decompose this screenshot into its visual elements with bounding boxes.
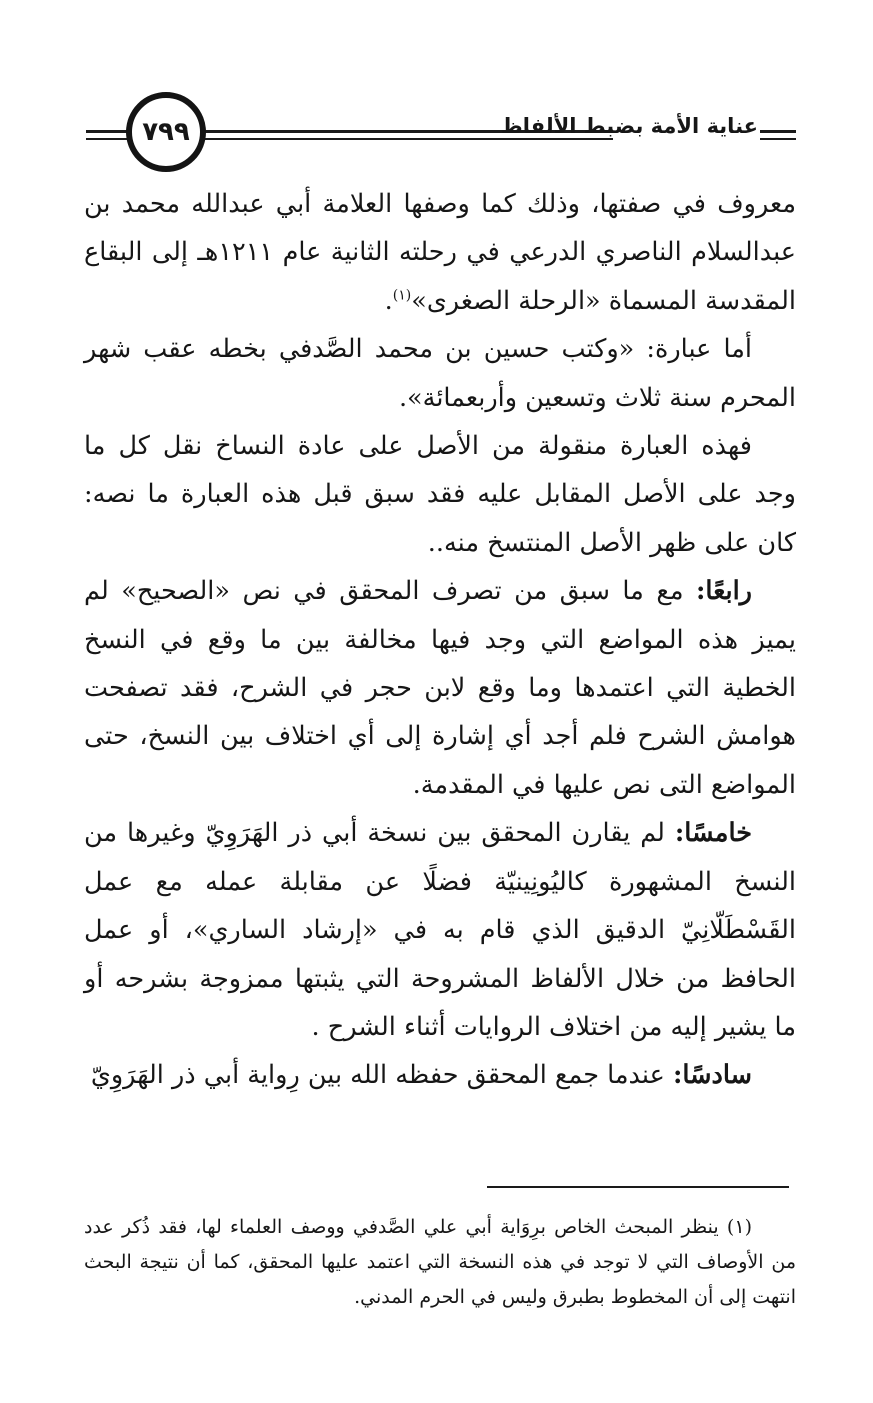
paragraph-1-end: . — [384, 285, 393, 316]
paragraph-4-lead: رابعًا: — [696, 576, 752, 607]
paragraph-3: فهذه العبارة منقولة من الأصل على عادة النساخ نقل كل ما وجد على الأصل المقابل عليه فقد سبق قبل هذه العبارة ما نصه: كان على ظهر الأصل المنتسخ منه.. — [84, 431, 796, 558]
footnote-separator — [487, 1186, 789, 1188]
main-text — [84, 180, 796, 1100]
paragraph-4 — [84, 567, 796, 809]
footnote-reference: (١) — [392, 287, 412, 304]
page-number: ٧٩٩ — [142, 117, 190, 147]
paragraph-5 — [84, 809, 796, 1051]
paragraph-5-lead: خامسًا: — [674, 818, 752, 849]
paragraph-1 — [84, 180, 796, 325]
page-header — [86, 88, 796, 178]
page-number-circle — [126, 92, 206, 172]
paragraph-5-text: لم يقارن المحقق بين نسخة أبي ذر الهَرَوِيّ وغيرها من النسخ المشهورة كاليُونِينيّة فضلًا عن مقابلة عمله مع عمل القَسْطَلّانِيّ الدقيق الذي قام به في «إرشاد الساري»، أو عمل الحافظ من خلال الألفاظ المشروحة التي يثبتها ممزوجة بشرحه أو ما يشير إليه من اختلاف الروايات أثناء الشرح . — [84, 818, 796, 1042]
paragraph-1-text: معروف في صفتها، وذلك كما وصفها العلامة أبي عبدالله محمد بن عبدالسلام الناصري الدرعي في رحلته الثانية عام ١٢١١هـ إلى البقاع المقدسة المسماة «الرحلة الصغرى» — [84, 189, 796, 316]
running-title: عناية الأمة بضبط الألفاظ — [500, 114, 758, 138]
paragraph-2: أما عبارة: «وكتب حسين بن محمد الصَّدفي بخطه عقب شهر المحرم سنة ثلاث وتسعين وأربعمائة». — [84, 334, 796, 413]
paragraph-6-text: عندما جمع المحقق حفظه الله بين رِواية أبي ذر الهَرَوِيّ — [90, 1060, 673, 1091]
footnote — [84, 1210, 796, 1315]
paragraph-6-lead: سادسًا: — [672, 1060, 752, 1091]
paragraph-6 — [84, 1051, 796, 1099]
footnote-text: (١) ينظر المبحث الخاص برِوَاية أبي علي الصَّدفي ووصف العلماء لها، فقد ذُكر عدد من الأوصاف التي لا توجد في هذه النسخة التي اعتمد عليها المحقق، كما أن نتيجة البحث انتهت إلى أن المخطوط بطبرق وليس في الحرم المدني. — [84, 1216, 796, 1308]
paragraph-4-text: مع ما سبق من تصرف المحقق في نص «الصحيح» لم يميز هذه المواضع التي وجد فيها مخالفة بين ما وقع في النسخ الخطية التي اعتمدها وما وقع لابن حجر في الشرح، فقد تصفحت هوامش الشرح فلم أجد أي إشارة إلى أي اختلاف بين النسخ، حتى المواضع التى نص عليها في المقدمة. — [84, 576, 796, 800]
header-rule-right — [760, 130, 796, 140]
